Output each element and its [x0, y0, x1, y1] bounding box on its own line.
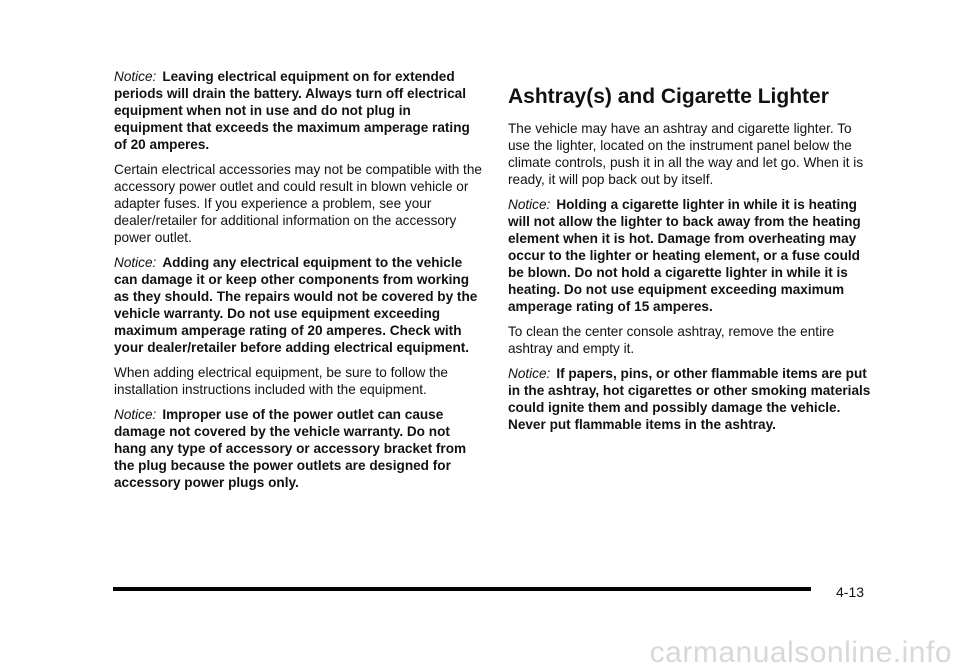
notice-text: Adding any electrical equipment to the vehicle can damage it or keep other components from working as they should. The repairs would not be covered by the vehicle warranty. Do not use equipment exceeding maximum amperage rating of 20 amperes. Check with your dealer/retailer before adding electrical equipment.	[114, 255, 478, 355]
notice-adding-equipment	[114, 254, 482, 356]
left-column	[114, 68, 482, 499]
notice-flammable	[508, 365, 876, 433]
notice-text: Improper use of the power outlet can cause damage not covered by the vehicle warranty. Do not hang any type of accessory or accessory bracket from the plug because the power outlets are designed for accessory power plugs only.	[114, 407, 467, 490]
page-number: 4-13	[836, 584, 865, 600]
paragraph-installation: When adding electrical equipment, be sure to follow the installation instructions included with the equipment.	[114, 365, 448, 397]
paragraph-compatibility: Certain electrical accessories may not be compatible with the accessory power outlet and could result in blown vehicle or adapter fuses. If you experience a problem, see your dealer/retailer for additional information on the accessory power outlet.	[114, 162, 482, 245]
right-column	[508, 84, 876, 441]
notice-label: Notice:	[114, 255, 157, 270]
notice-text: Leaving electrical equipment on for extended periods will drain the battery. Always turn off electrical equipment when not in use and do not plug in equipment that exceeds the maximum amperage rating of 20 amperes.	[114, 69, 470, 152]
footer-rule	[113, 587, 811, 591]
notice-lighter	[508, 196, 876, 315]
paragraph-ashtray-clean: To clean the center console ashtray, remove the entire ashtray and empty it.	[508, 324, 835, 356]
notice-battery	[114, 68, 482, 153]
notice-label: Notice:	[508, 366, 551, 381]
notice-improper-use	[114, 406, 482, 491]
notice-label: Notice:	[114, 69, 157, 84]
notice-label: Notice:	[508, 197, 551, 212]
notice-text: If papers, pins, or other flammable items are put in the ashtray, hot cigarettes or other smoking materials could ignite them and possibly damage the vehicle. Never put flammable items in the ashtray.	[508, 366, 871, 432]
section-heading: Ashtray(s) and Cigarette Lighter	[508, 85, 829, 108]
notice-text: Holding a cigarette lighter in while it is heating will not allow the lighter to back away from the heating element when it is hot. Damage from overheating may occur to the lighter or heating element, or a fuse could be blown. Do not hold a cigarette lighter in while it is heating. Do not use equipment exceeding maximum amperage rating of 15 amperes.	[508, 197, 861, 314]
paragraph-lighter: The vehicle may have an ashtray and cigarette lighter. To use the lighter, located on the instrument panel below the climate controls, push it in all the way and let go. When it is ready, it will pop back out by itself.	[508, 121, 864, 187]
notice-label: Notice:	[114, 407, 157, 422]
watermark: carmanualsonline.info	[649, 636, 952, 669]
